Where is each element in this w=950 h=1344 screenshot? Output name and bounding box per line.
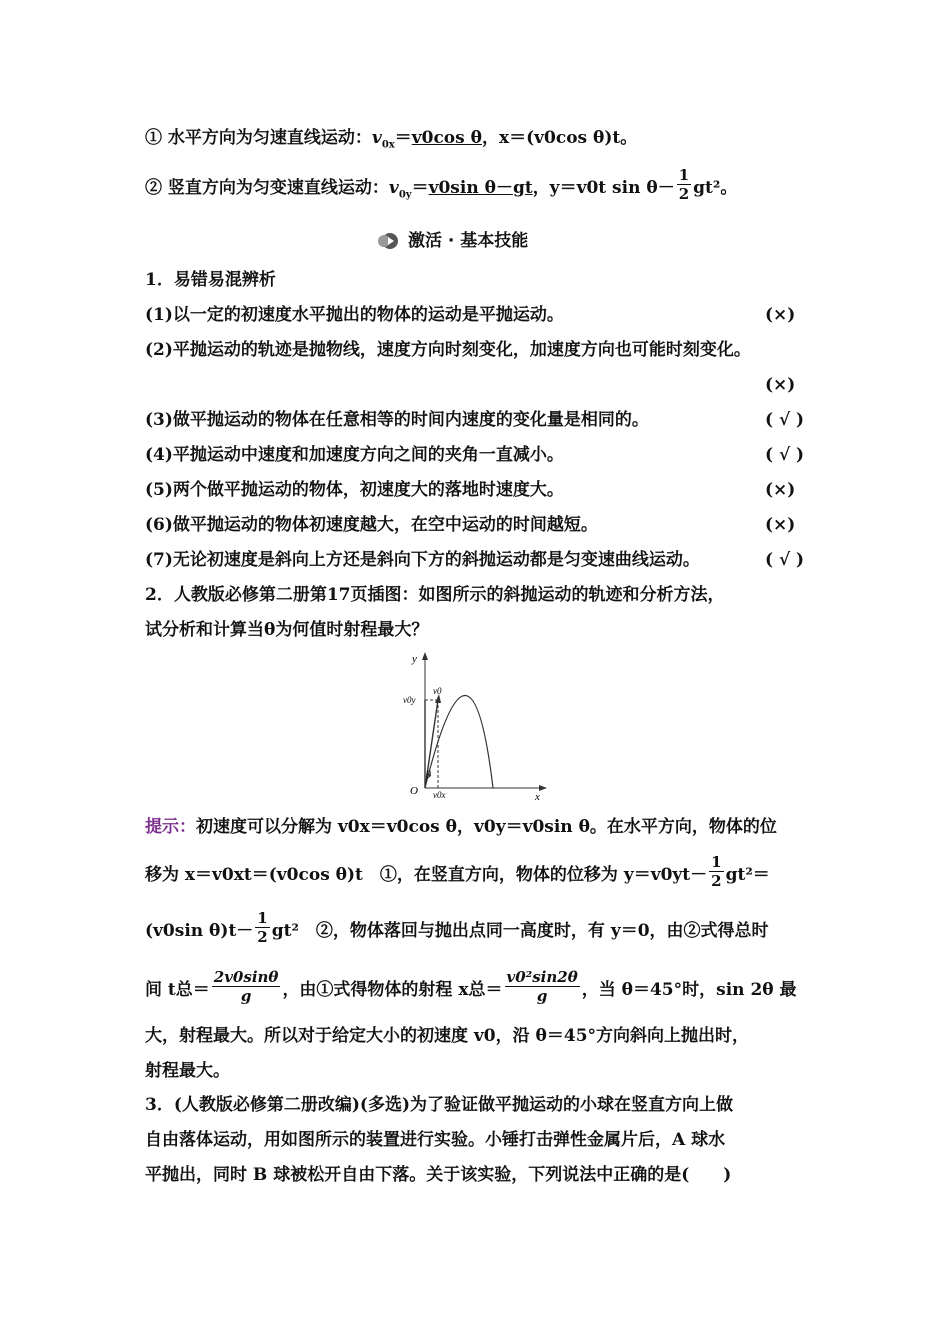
fig-label-v0y: v0y <box>403 695 416 705</box>
fig-label-o: O <box>410 785 418 797</box>
hint-line-4: 间 t总＝ $\frac{2v0\sin\theta}{g}$ ，由①式得物体的射程 x总＝ $\frac{\text{v0²sin2θ}}{g}$ ，当 θ＝45°时，sin 2θ 最 <box>145 968 797 1005</box>
q3-line-2: 自由落体运动，用如图所示的装置进行实验。小锤打击弹性金属片后，A 球水 <box>145 1130 726 1150</box>
fig-label-y: y <box>412 653 417 665</box>
fig-label-v0x: v0x <box>433 790 446 800</box>
hint-label: 提示： <box>145 817 196 837</box>
fig-label-x: x <box>535 791 540 803</box>
q2-line-1: 2．人教版必修第二册第17页插图：如图所示的斜抛运动的轨迹和分析方法， <box>145 585 725 605</box>
q1-item-5: (5)两个做平抛运动的物体，初速度大的落地时速度大。 <box>145 480 564 500</box>
answer-blank: v0sin θ－gt <box>428 178 533 198</box>
hint-line-3: (v0sin θ)t－ $\frac{1}{2}$ gt² ②，物体落回与抛出点同一高度时，有 y＝0，由②式得总时 <box>145 909 769 946</box>
projectile-figure <box>395 648 555 803</box>
q1-mark-3: ( √ ) <box>765 410 805 430</box>
q1-heading: 1．易错易混辨析 <box>145 270 276 290</box>
q1-item-3: (3)做平抛运动的物体在任意相等的时间内速度的变化量是相同的。 <box>145 410 649 430</box>
q1-item-6: (6)做平抛运动的物体初速度越大，在空中运动的时间越短。 <box>145 515 598 535</box>
play-icon <box>378 232 400 250</box>
q1-item-1: (1)以一定的初速度水平抛出的物体的运动是平抛运动。 <box>145 305 564 325</box>
q2-line-2: 试分析和计算当θ为何值时射程最大？ <box>145 620 429 640</box>
section-title: 激活 · 基本技能 <box>378 226 528 251</box>
fig-label-theta: θ <box>426 770 431 781</box>
hint-line-2: 移为 x＝v0xt＝(v0cos θ)t ①，在竖直方向，物体的位移为 y＝v0yt－ $\frac{1}{2}$ gt²＝ <box>145 853 770 890</box>
q1-item-4: (4)平抛运动中速度和加速度方向之间的夹角一直减小。 <box>145 445 564 465</box>
hint-line-6: 射程最大。 <box>145 1061 230 1081</box>
q1-mark-4: ( √ ) <box>765 445 805 465</box>
q1-mark-5: (×) <box>765 480 796 500</box>
vertical-motion-line: ② 竖直方向为匀变速直线运动：$v_{0y}=v0\sin$ θ－gt，y＝v0t sin θ－ $\frac{1}{2}$ gt²。 <box>145 166 738 203</box>
q3-line-1: 3．(人教版必修第二册改编)(多选)为了验证做平抛运动的小球在竖直方向上做 <box>145 1095 734 1115</box>
q1-mark-7: ( √ ) <box>765 550 805 570</box>
hint-line-5: 大，射程最大。所以对于给定大小的初速度 v0，沿 θ＝45°方向斜向上抛出时， <box>145 1026 750 1046</box>
horizontal-motion-line: ① 水平方向为匀速直线运动：$v_{0x}=v0\cos$ θ，x＝(v0cos θ)t。 <box>145 128 638 151</box>
hint-line-1: 提示：初速度可以分解为 v0x＝v0cos θ，v0y＝v0sin θ。在水平方向，物体的位 <box>145 817 777 837</box>
fig-label-v0: v0 <box>433 686 442 696</box>
q3-line-3: 平抛出，同时 B 球被松开自由下落。关于该实验，下列说法中正确的是( ) <box>145 1165 732 1185</box>
q1-item-2: (2)平抛运动的轨迹是抛物线，速度方向时刻变化，加速度方向也可能时刻变化。 <box>145 340 751 360</box>
q1-mark-1: (×) <box>765 305 796 325</box>
answer-blank: v0cos θ <box>411 128 482 148</box>
q1-mark-6: (×) <box>765 515 796 535</box>
q1-mark-2: (×) <box>765 375 796 395</box>
q1-item-7: (7)无论初速度是斜向上方还是斜向下方的斜抛运动都是匀变速曲线运动。 <box>145 550 700 570</box>
